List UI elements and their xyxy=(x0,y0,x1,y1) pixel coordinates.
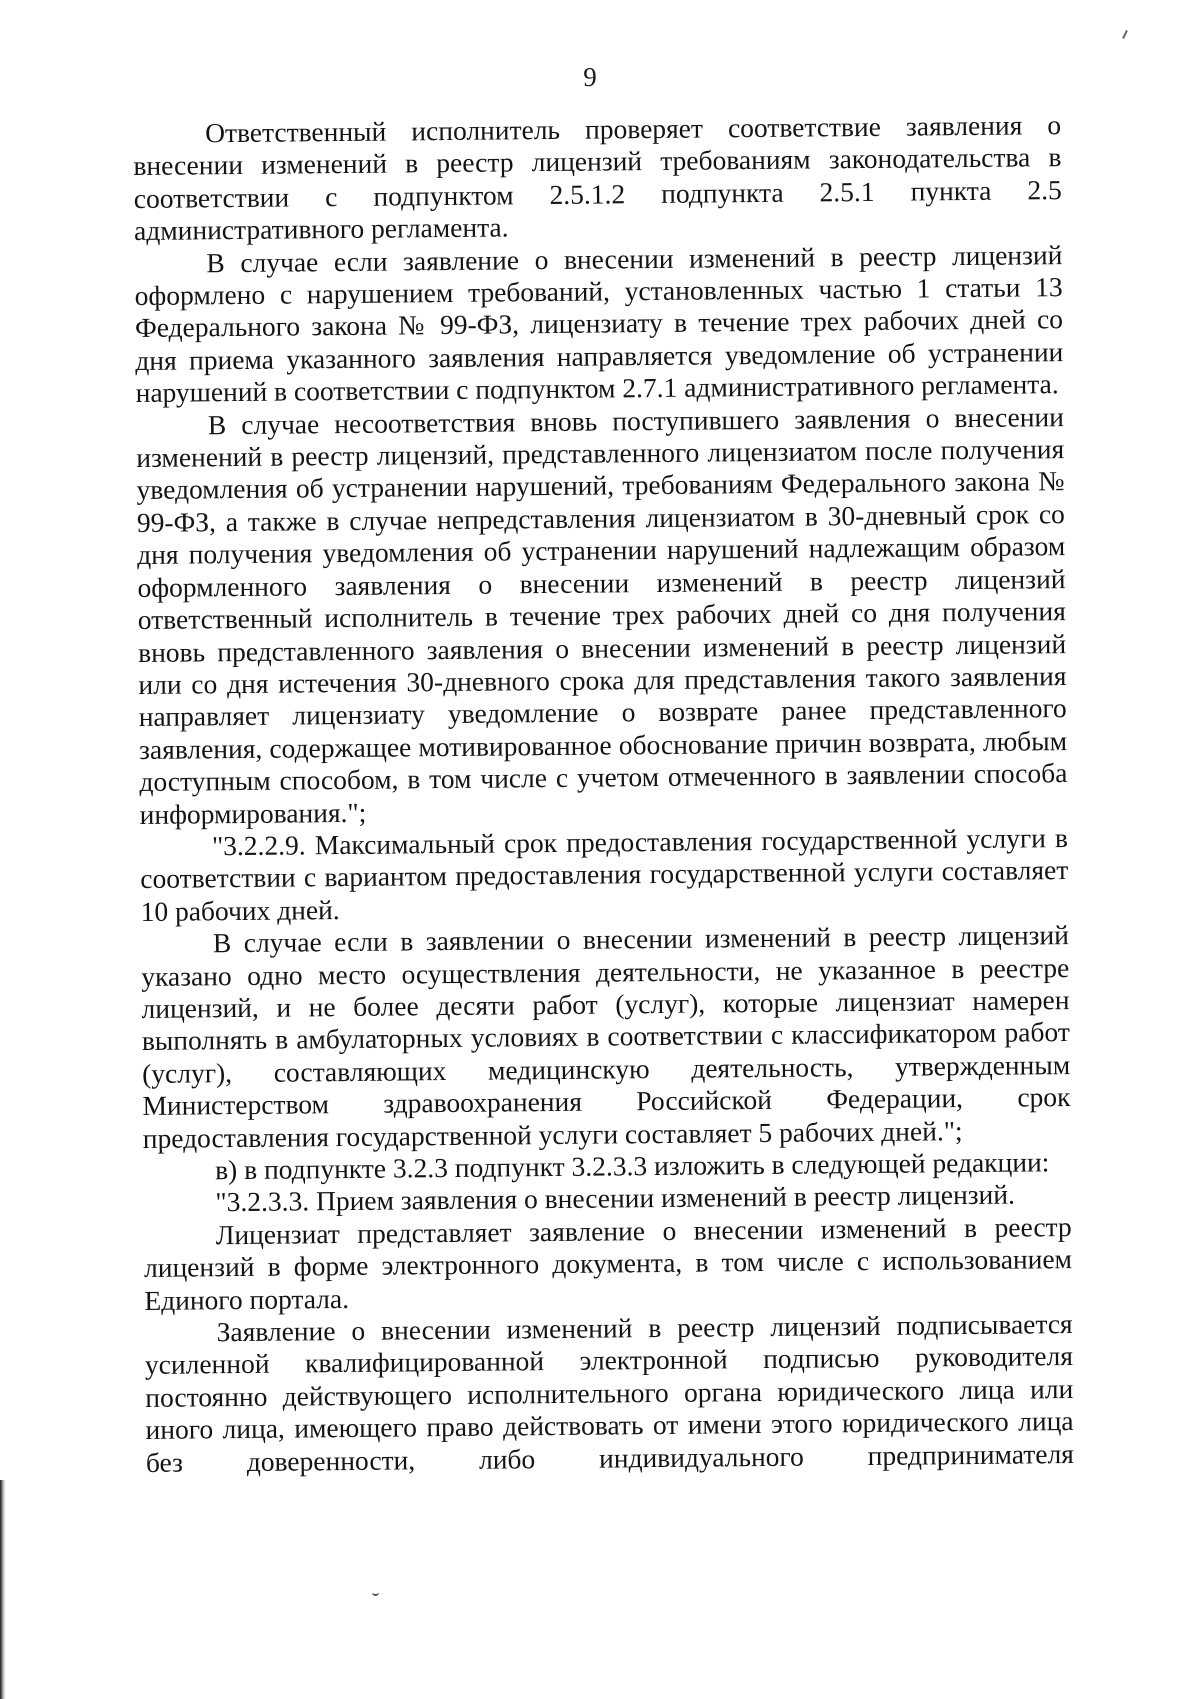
scan-mark xyxy=(372,1590,379,1596)
scan-edge-shadow xyxy=(0,1480,6,1699)
page-number: 9 xyxy=(583,62,597,92)
paragraph-6: в) в подпункте 3.2.3 подпункт 3.2.3.3 изложить в следующей редакции: xyxy=(214,1146,1050,1186)
paragraph-5: В случае если в заявлении о внесении изменений в реестр лицензий указано одно место осуществления деятельности, не указанное в реестре лицензий, и не более десяти работ (услуг), которые лицензиат намерен выполнять в амбулаторных условиях в соответствии с классификатором работ (услуг), составляющих медицинскую деятельность, утвержденным Министерством здравоохранения Российской Федерации, срок предоставления государственной услуги составляет 5 рабочих дней."; xyxy=(141,919,1071,1154)
paragraph-8: Лицензиат представляет заявление о внесении изменений в реестр лицензий в форме электронного документа, в том числе с использованием Единого портала. xyxy=(143,1210,1073,1316)
scan-mark xyxy=(1122,30,1128,39)
paragraph-9: Заявление о внесении изменений в реестр лицензий подписывается усиленной квалифицированной электронной подписью руководителя постоянно действующего исполнительного органа юридического лица или иного лица, имеющего право действовать от имени этого юридического лица без доверенности, либо индивидуального предпринимателя xyxy=(144,1308,1075,1478)
paragraph-7: "3.2.3.3. Прием заявления о внесении изменений в реестр лицензий. xyxy=(215,1178,1016,1218)
paragraph-1: Ответственный исполнитель проверяет соответствие заявления о внесении изменений в реестр лицензий требованиям законодательства в соответствии с подпунктом 2.5.1.2 подпункта 2.5.1 пункта 2.5 административного регламента. xyxy=(133,109,1062,247)
paragraph-4: "3.2.2.9. Максимальный срок предоставления государственной услуги в соответствии с вариантом предоставления государственной услуги составляет 10 рабочих дней. xyxy=(140,821,1069,927)
document-body xyxy=(133,109,1074,1479)
paragraph-2: В случае если заявление о внесении изменений в реестр лицензий оформлено с нарушением требований, установленных частью 1 статьи 13 Федерального закона № 99-ФЗ, лицензиату в течение трех рабочих дней со дня приема указанного заявления направляется уведомление об устранении нарушений в соответствии с подпунктом 2.7.1 административного регламента. xyxy=(134,238,1064,409)
paragraph-3: В случае несоответствия вновь поступившего заявления о внесении изменений в реестр лицензий, представленного лицензиатом после получения уведомления об устранении нарушений, требованиям Федерального закона № 99-ФЗ, а также в случае непредставления лицензиатом в 30-дневный срок со дня получения уведомления об устранении нарушений надлежащим образом оформленного заявления о внесении изменений в реестр лицензий ответственный исполнитель в течение трех рабочих дней со дня получения вновь представленного заявления о внесении изменений в реестр лицензий или со дня истечения 30-дневного срока для представления такого заявления направляет лицензиату уведомление о возврате ранее представленного заявления, содержащее мотивированное обоснование причин возврата, любым доступным способом, в том числе с учетом отмеченного в заявлении способа информирования."; xyxy=(136,400,1068,830)
